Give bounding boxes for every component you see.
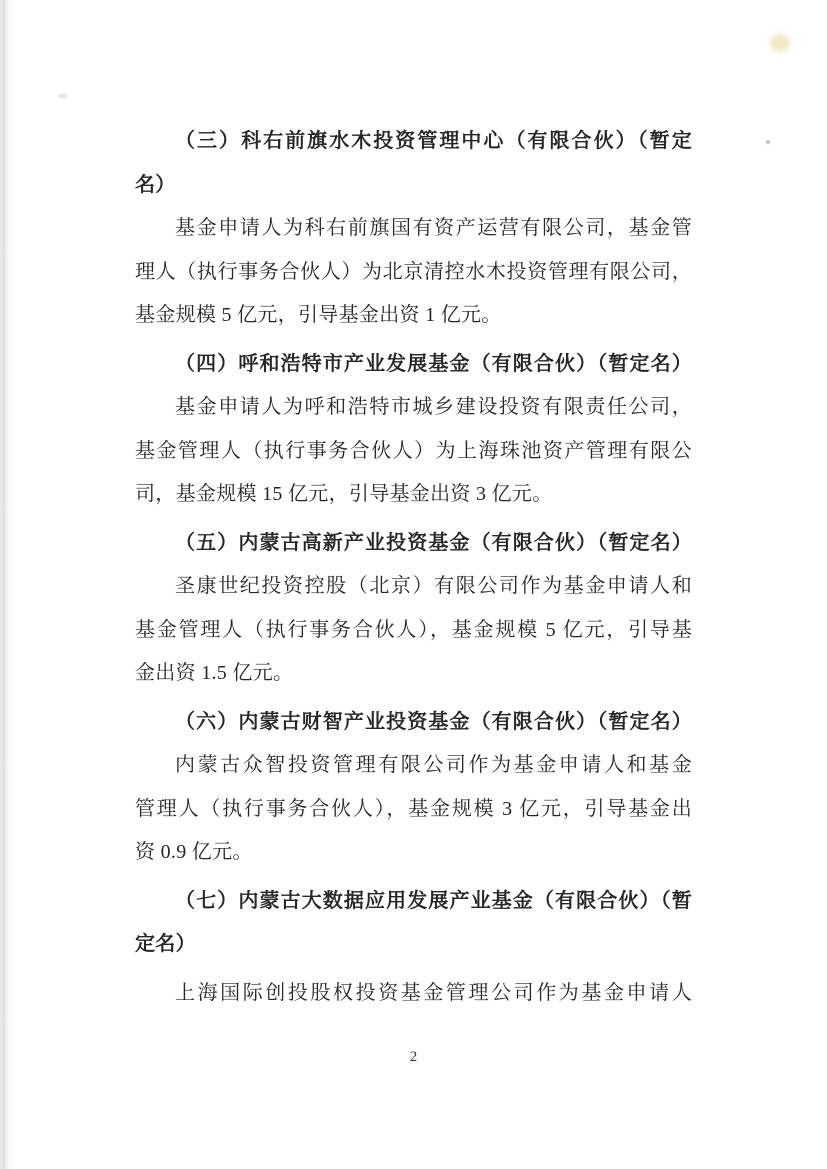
scan-speck: [766, 140, 770, 144]
body-line: 内蒙古众智投资管理有限公司作为基金申请人和基金: [175, 754, 692, 776]
body-line: 圣康世纪投资控股（北京）有限公司作为基金申请人和: [175, 575, 692, 597]
section-heading-line: （六）内蒙古财智产业投资基金（有限合伙）（暂定名）: [175, 710, 692, 733]
section-item-6: [135, 701, 692, 875]
body-line: 基金管理人（执行事务合伙人）为上海珠池资产管理有限公: [135, 439, 692, 462]
body-line: 上海国际创投股权投资基金管理公司作为基金申请人: [175, 981, 692, 1004]
body-line: 基金申请人为呼和浩特市城乡建设投资有限责任公司，: [175, 396, 692, 418]
section-heading-line: （七）内蒙古大数据应用发展产业基金（有限合伙）（暂: [175, 889, 692, 912]
scan-speck: [58, 94, 68, 98]
scan-stain: [770, 34, 790, 52]
body-line: 资 0.9 亿元。: [135, 841, 253, 863]
body-line: 基金规模 5 亿元，引导基金出资 1 亿元。: [135, 304, 502, 326]
text-block: [135, 120, 692, 1015]
section-heading-line: 定名）: [135, 933, 196, 955]
scan-edge-line: [3, 0, 5, 1169]
section-heading-line: 名）: [135, 173, 176, 196]
section-item-5: [135, 522, 692, 696]
section-heading-line: （五）内蒙古高新产业投资基金（有限合伙）（暂定名）: [175, 531, 692, 554]
scan-edge-shadow: [0, 0, 18, 1169]
body-line: 管理人（执行事务合伙人），基金规模 3 亿元，引导基金出: [135, 797, 692, 820]
body-line: 金出资 1.5 亿元。: [135, 662, 294, 684]
section-heading-line: （三）科右前旗水木投资管理中心（有限合伙）（暂定: [175, 130, 692, 152]
section-item-4: [135, 343, 692, 517]
section-heading-line: （四）呼和浩特市产业发展基金（有限合伙）（暂定名）: [175, 352, 692, 375]
body-line: 基金管理人（执行事务合伙人），基金规模 5 亿元，引导基: [135, 618, 692, 641]
section-item-7: [135, 880, 692, 1016]
section-item-3: [135, 120, 692, 338]
body-line: 司，基金规模 15 亿元，引导基金出资 3 亿元。: [135, 483, 553, 505]
page-number: 2: [409, 1049, 418, 1065]
body-line: 理人（执行事务合伙人）为北京清控水木投资管理有限公司，: [135, 260, 692, 283]
body-line: 基金申请人为科右前旗国有资产运营有限公司，基金管: [175, 217, 692, 239]
